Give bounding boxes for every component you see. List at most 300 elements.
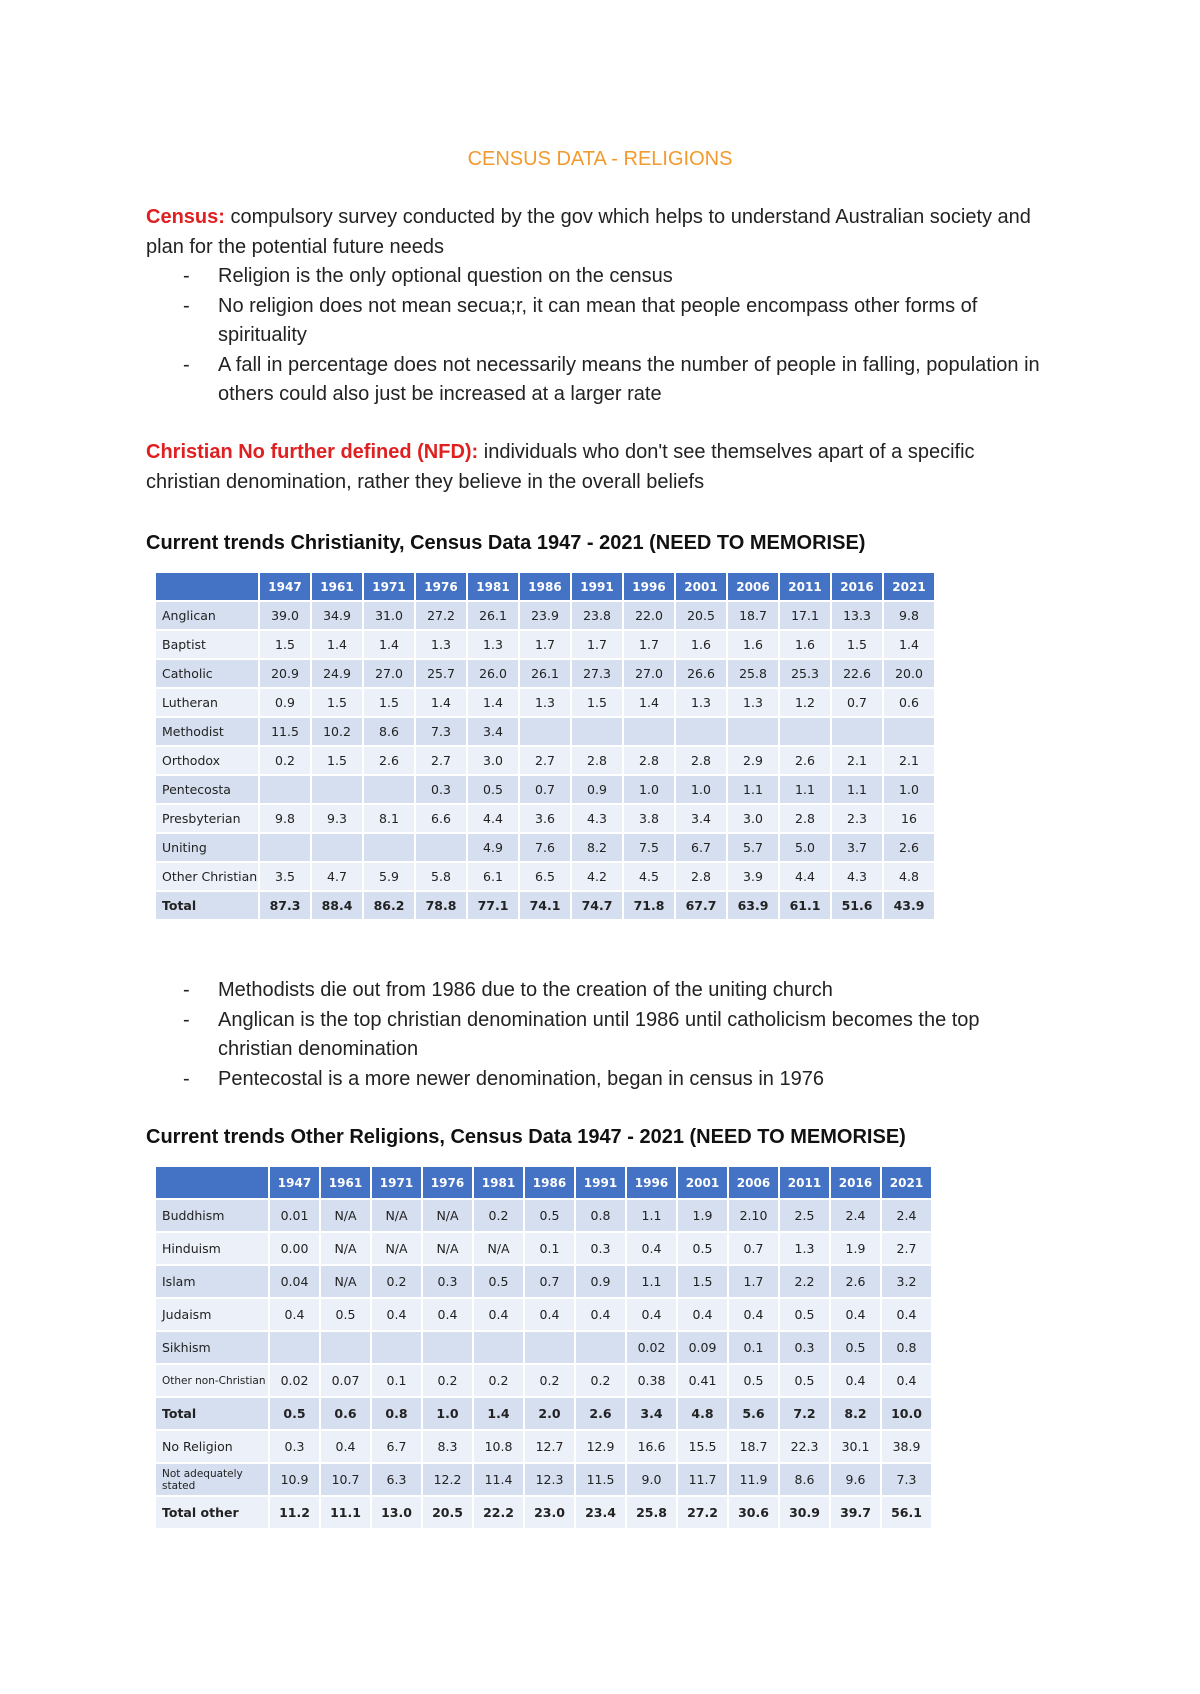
table-row [156,834,934,861]
table-cell: 30.9 [780,1497,829,1528]
table-cell: 74.1 [520,892,570,919]
table-row [156,689,934,716]
table-cell: 0.4 [678,1299,727,1330]
table-cell: 61.1 [780,892,830,919]
table-cell: 1.9 [678,1200,727,1231]
table-cell: 27.2 [416,602,466,629]
table-cell [364,776,414,803]
table-cell: 5.0 [780,834,830,861]
table-cell: 0.7 [520,776,570,803]
table-cell: 1.5 [572,689,622,716]
row-label: Orthodox [156,747,258,774]
table-cell: 0.8 [882,1332,931,1363]
table-cell: N/A [423,1233,472,1264]
table-cell: 1.1 [832,776,882,803]
table-cell: 1.5 [312,747,362,774]
table-cell: 1.0 [423,1398,472,1429]
table-cell: 1.4 [416,689,466,716]
table-cell: 9.3 [312,805,362,832]
table-cell: 10.9 [270,1464,319,1495]
column-header-year: 1991 [576,1167,625,1198]
table-row [156,892,934,919]
table-cell: 6.7 [676,834,726,861]
table-row [156,1431,931,1462]
table-cell: 0.2 [576,1365,625,1396]
table-cell: 3.7 [832,834,882,861]
table-cell: 3.0 [468,747,518,774]
table-cell: 20.9 [260,660,310,687]
row-label: Total [156,1398,268,1429]
column-header-year: 1991 [572,573,622,600]
column-header-year: 1986 [520,573,570,600]
table-cell: 2.8 [624,747,674,774]
table-cell: 0.09 [678,1332,727,1363]
table-cell: 63.9 [728,892,778,919]
table-cell: 7.5 [624,834,674,861]
row-label: No Religion [156,1431,268,1462]
table-cell: 12.3 [525,1464,574,1495]
table-cell: 0.1 [525,1233,574,1264]
table-cell: 11.7 [678,1464,727,1495]
table-row [156,1266,931,1297]
table-cell: 18.7 [728,602,778,629]
row-label: Sikhism [156,1332,268,1363]
table-cell: 0.5 [474,1266,523,1297]
table-cell: 22.3 [780,1431,829,1462]
table-cell: 0.5 [468,776,518,803]
table-row [156,863,934,890]
table-cell: 1.2 [780,689,830,716]
table-cell: 10.8 [474,1431,523,1462]
column-header-year: 1947 [270,1167,319,1198]
table-cell: 4.7 [312,863,362,890]
table-cell: 0.4 [831,1299,880,1330]
nfd-definition [146,438,1046,497]
table-row [156,776,934,803]
table-cell: 24.9 [312,660,362,687]
table-cell: 3.9 [728,863,778,890]
column-header-year: 1996 [624,573,674,600]
table-cell: 8.1 [364,805,414,832]
table-cell [474,1332,523,1363]
column-header-year: 1986 [525,1167,574,1198]
table-cell: 8.2 [572,834,622,861]
column-header-year: 1981 [468,573,518,600]
table-cell: 27.0 [624,660,674,687]
table-cell: 34.9 [312,602,362,629]
table-cell: 10.2 [312,718,362,745]
table-cell: 0.3 [416,776,466,803]
row-label: Buddhism [156,1200,268,1231]
table-cell: 1.4 [312,631,362,658]
table-cell: 25.7 [416,660,466,687]
table-cell: 26.1 [520,660,570,687]
list-item: - Anglican is the top christian denomination until 1986 until catholicism becomes the top christian denomination [146,1006,1046,1065]
table-cell: 3.0 [728,805,778,832]
table-cell: 31.0 [364,602,414,629]
table-cell: 1.4 [884,631,934,658]
table-cell [312,776,362,803]
list-item: - Methodists die out from 1986 due to the creation of the uniting church [146,976,1046,1006]
table-cell: 0.6 [321,1398,370,1429]
table-cell: 78.8 [416,892,466,919]
table-cell: 9.8 [260,805,310,832]
table-header-row [156,1167,931,1198]
table-cell [520,718,570,745]
table-cell: 10.0 [882,1398,931,1429]
table-cell [576,1332,625,1363]
table-cell: 0.5 [729,1365,778,1396]
row-label: Uniting [156,834,258,861]
table-cell: 3.4 [676,805,726,832]
census-definition-text: compulsory survey conducted by the gov which helps to understand Australian society and plan for the potential future needs [146,206,1031,258]
table-cell: 0.4 [474,1299,523,1330]
table-cell: 1.6 [780,631,830,658]
table-cell: 20.5 [423,1497,472,1528]
row-label: Methodist [156,718,258,745]
column-header-year: 1971 [372,1167,421,1198]
table-cell: 8.2 [831,1398,880,1429]
table-cell: 0.00 [270,1233,319,1264]
table-cell: 0.2 [260,747,310,774]
table-cell: 2.8 [572,747,622,774]
table-cell: 3.4 [468,718,518,745]
table-row [156,1464,931,1495]
table-cell: 0.5 [678,1233,727,1264]
row-label: Hinduism [156,1233,268,1264]
table-cell: 15.5 [678,1431,727,1462]
table-cell: 12.7 [525,1431,574,1462]
column-header-year: 1947 [260,573,310,600]
table-cell: 16.6 [627,1431,676,1462]
table-cell: 0.7 [832,689,882,716]
table-cell: 1.5 [312,689,362,716]
table-cell: 20.5 [676,602,726,629]
table-cell: 20.0 [884,660,934,687]
row-label: Baptist [156,631,258,658]
table-cell: 27.2 [678,1497,727,1528]
table-cell: 26.1 [468,602,518,629]
table-cell: 2.0 [525,1398,574,1429]
table-row [156,1200,931,1231]
table-cell [364,834,414,861]
table-cell: 2.1 [884,747,934,774]
table-cell: 77.1 [468,892,518,919]
table-cell: 1.6 [676,631,726,658]
table-cell: 1.0 [624,776,674,803]
census-definition [146,203,1046,262]
table-row [156,747,934,774]
table-cell: N/A [372,1233,421,1264]
table-cell: 8.3 [423,1431,472,1462]
table-cell: 9.6 [831,1464,880,1495]
table-cell: 1.0 [884,776,934,803]
table-cell: 5.8 [416,863,466,890]
table-cell: 23.0 [525,1497,574,1528]
table-cell: 7.6 [520,834,570,861]
table-cell: 0.4 [882,1365,931,1396]
table-cell: 9.8 [884,602,934,629]
page-title: CENSUS DATA - RELIGIONS [467,148,733,170]
row-label: Other non-Christian [156,1365,268,1396]
table-cell: 4.3 [572,805,622,832]
table-cell [372,1332,421,1363]
table-cell: 39.7 [831,1497,880,1528]
column-header-year: 1976 [416,573,466,600]
table-cell: 4.2 [572,863,622,890]
table-cell: 0.7 [525,1266,574,1297]
table-cell: 1.1 [627,1266,676,1297]
table-cell: 0.4 [423,1299,472,1330]
table-cell: 3.8 [624,805,674,832]
table-cell: 3.4 [627,1398,676,1429]
table-cell: 2.1 [832,747,882,774]
table-cell: 0.9 [260,689,310,716]
table-cell: 0.2 [372,1266,421,1297]
table-cell: 0.1 [372,1365,421,1396]
table-cell: 1.1 [728,776,778,803]
table-cell: 17.1 [780,602,830,629]
row-label: Not adequately stated [156,1464,268,1495]
table-cell: 1.4 [624,689,674,716]
table-cell: 51.6 [832,892,882,919]
table-cell: 39.0 [260,602,310,629]
table-cell [832,718,882,745]
table-cell: 2.3 [832,805,882,832]
table-cell [572,718,622,745]
table-cell: 13.3 [832,602,882,629]
table-cell: N/A [321,1200,370,1231]
table-cell: 0.4 [525,1299,574,1330]
table-cell: 74.7 [572,892,622,919]
table-cell: 8.6 [364,718,414,745]
table-cell: 0.04 [270,1266,319,1297]
table-cell: 2.6 [576,1398,625,1429]
table-cell: 25.8 [728,660,778,687]
table-cell: 87.3 [260,892,310,919]
table-cell: N/A [321,1233,370,1264]
table-cell: 4.8 [884,863,934,890]
table-cell: 2.4 [831,1200,880,1231]
table-cell: 6.5 [520,863,570,890]
column-header-year: 2021 [884,573,934,600]
table-cell [728,718,778,745]
table-cell: 2.6 [831,1266,880,1297]
list-item: - Pentecostal is a more newer denomination, began in census in 1976 [146,1065,1046,1095]
table-cell: 1.7 [624,631,674,658]
table-cell: 1.5 [260,631,310,658]
table-cell [260,776,310,803]
table-cell: 0.9 [572,776,622,803]
table-cell: 18.7 [729,1431,778,1462]
table-cell: 2.7 [520,747,570,774]
table-cell: 0.38 [627,1365,676,1396]
table-cell: 1.3 [520,689,570,716]
table-cell: 1.3 [416,631,466,658]
table-cell [312,834,362,861]
table-cell: 4.9 [468,834,518,861]
table-cell: 5.7 [728,834,778,861]
table-cell: 2.7 [882,1233,931,1264]
table-cell [321,1332,370,1363]
table-cell: 4.4 [468,805,518,832]
table-cell [270,1332,319,1363]
row-label: Anglican [156,602,258,629]
table-corner-cell [156,1167,268,1198]
row-label: Islam [156,1266,268,1297]
table-cell: 7.3 [882,1464,931,1495]
table-cell: 0.6 [884,689,934,716]
table-row [156,1497,931,1528]
other-religions-heading: Current trends Other Religions, Census Data 1947 - 2021 (NEED TO MEMORISE) [146,1126,906,1148]
row-label: Pentecosta [156,776,258,803]
census-points-list [146,262,1046,410]
table-row [156,631,934,658]
column-header-year: 1981 [474,1167,523,1198]
table-cell: 0.02 [627,1332,676,1363]
table-cell: 0.8 [576,1200,625,1231]
table-cell: 0.5 [780,1299,829,1330]
list-item: - No religion does not mean secua;r, it can mean that people encompass other forms of spirituality [146,292,1046,351]
row-label: Other Christian [156,863,258,890]
table-cell: 0.8 [372,1398,421,1429]
table-cell: 22.0 [624,602,674,629]
table-cell: 1.3 [676,689,726,716]
table-cell: 11.5 [576,1464,625,1495]
table-cell: 11.9 [729,1464,778,1495]
table-cell: 11.5 [260,718,310,745]
table-cell: 56.1 [882,1497,931,1528]
table-cell: 1.5 [678,1266,727,1297]
table-cell: 11.2 [270,1497,319,1528]
table-cell: N/A [321,1266,370,1297]
table-cell: 12.2 [423,1464,472,1495]
table-cell: 2.6 [780,747,830,774]
table-cell: 1.4 [474,1398,523,1429]
table-cell: 0.02 [270,1365,319,1396]
table-cell: 1.9 [831,1233,880,1264]
table-cell: 4.8 [678,1398,727,1429]
table-row [156,718,934,745]
table-cell: 6.7 [372,1431,421,1462]
table-cell: 11.4 [474,1464,523,1495]
table-cell: 0.01 [270,1200,319,1231]
table-cell [525,1332,574,1363]
table-cell: 1.6 [728,631,778,658]
row-label: Presbyterian [156,805,258,832]
table-cell: 71.8 [624,892,674,919]
table-cell: 2.10 [729,1200,778,1231]
column-header-year: 2016 [831,1167,880,1198]
table-cell: 1.7 [520,631,570,658]
table-cell: 0.4 [372,1299,421,1330]
table-cell: 8.6 [780,1464,829,1495]
table-cell: 0.4 [270,1299,319,1330]
table-cell: 6.3 [372,1464,421,1495]
table-cell: 6.1 [468,863,518,890]
table-cell: 4.5 [624,863,674,890]
table-cell: 43.9 [884,892,934,919]
table-cell: 5.9 [364,863,414,890]
table-cell [780,718,830,745]
column-header-year: 2011 [780,573,830,600]
christian-points-list [146,976,1046,1094]
row-label: Catholic [156,660,258,687]
table-row [156,1233,931,1264]
table-row [156,1332,931,1363]
table-cell: 10.7 [321,1464,370,1495]
table-cell: 2.8 [676,747,726,774]
column-header-year: 2001 [678,1167,727,1198]
table-cell [624,718,674,745]
column-header-year: 2006 [728,573,778,600]
nfd-term: Christian No further defined (NFD): [146,441,479,463]
table-cell: 11.1 [321,1497,370,1528]
table-cell: 2.8 [676,863,726,890]
table-cell: 86.2 [364,892,414,919]
table-cell: 0.5 [831,1332,880,1363]
table-cell: 16 [884,805,934,832]
table-cell: 27.0 [364,660,414,687]
table-cell: 0.5 [321,1299,370,1330]
table-cell: 1.0 [676,776,726,803]
table-cell: 1.1 [780,776,830,803]
table-cell: 0.2 [423,1365,472,1396]
table-cell: N/A [372,1200,421,1231]
table-cell: 3.5 [260,863,310,890]
table-cell: 1.7 [729,1266,778,1297]
table-cell: 2.6 [364,747,414,774]
table-cell: 0.2 [474,1365,523,1396]
column-header-year: 1961 [321,1167,370,1198]
table-cell: 27.3 [572,660,622,687]
row-label: Judaism [156,1299,268,1330]
table-cell: 1.7 [572,631,622,658]
table-cell: 0.5 [270,1398,319,1429]
table-cell: 12.9 [576,1431,625,1462]
other-religions-table [154,1165,933,1530]
table-cell: 0.5 [525,1200,574,1231]
table-cell: 0.2 [474,1200,523,1231]
table-cell: 1.1 [627,1200,676,1231]
table-cell: 0.3 [576,1233,625,1264]
row-label: Total other [156,1497,268,1528]
column-header-year: 1996 [627,1167,676,1198]
table-cell: 2.7 [416,747,466,774]
table-cell: 67.7 [676,892,726,919]
table-row [156,1299,931,1330]
table-cell: 2.8 [780,805,830,832]
table-cell: 0.41 [678,1365,727,1396]
table-row [156,660,934,687]
column-header-year: 2021 [882,1167,931,1198]
table-cell: 22.2 [474,1497,523,1528]
table-cell: 13.0 [372,1497,421,1528]
table-cell: 0.4 [627,1233,676,1264]
table-cell: 3.6 [520,805,570,832]
census-term: Census: [146,206,225,228]
table-cell: 9.0 [627,1464,676,1495]
column-header-year: 1971 [364,573,414,600]
table-cell: 0.4 [729,1299,778,1330]
table-cell [260,834,310,861]
table-row [156,602,934,629]
table-cell: 0.3 [780,1332,829,1363]
table-cell: 1.4 [364,631,414,658]
table-cell: 4.3 [832,863,882,890]
table-cell: 0.4 [321,1431,370,1462]
table-cell: 30.1 [831,1431,880,1462]
